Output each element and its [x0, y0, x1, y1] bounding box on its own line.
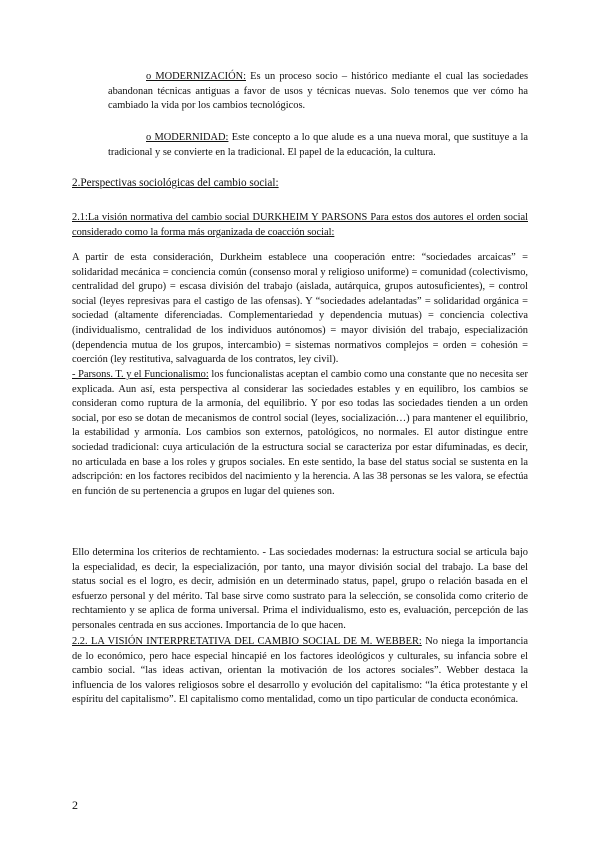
paragraph-parsons [72, 368, 528, 499]
weber-text: No niega la importancia de lo económico, pero hace especial hincapié en los factores ideológicos y culturales, su infancia sobre el cambio social. “las ideas activan, orientan la motivación de los actores sociales”. Webber destaca la influencia de los valores religiosos sobre el desarrollo y evolución del capitalismo: “la ética protestante y el espíritu del capitalismo”. El capitalismo como mentalidad, como un tipo particular de conducta económica. [72, 636, 529, 706]
page-number: 2 [72, 798, 78, 812]
paragraph-durkheim: A partir de esta consideración, Durkheim establece una cooperación entre: “sociedades arcaicas” = solidaridad mecánica = conciencia común (consenso moral y religioso uniforme) = comunidad (colectivismo, centralidad del grupo) = escasa división del trabajo (aislada, autárquica, grupos autosuficientes), = control social (leyes represivas para el castigo de las ofensas). Y “sociedades adelantadas” = solidaridad orgánica = sociedad (altamente diferenciadas. Complementariedad y dependencia mutuas) = conciencia colectiva (individualismo, centralidad de los individuos autónomos) = mayor división del trabajo, especialización (dependencia mutua de los grupos, intercambio) = sistemas normativos complejos = orden = cohesión = coerción (ley restitutiva, salvaguarda de los contratos, ley civil). [72, 252, 528, 366]
definition-text: Es un proceso socio – histórico mediante el cual las sociedades abandonan técnicas antiguas a favor de usos y técnicas nuevas. Solo tenemos que ver cómo ha cambiado la vida por los cambios tecnológicos. [108, 71, 528, 112]
parsons-lead: - Parsons. T. y el Funcionalismo: [72, 369, 209, 380]
term-modernizacion: o MODERNIZACIÓN: [146, 71, 246, 82]
subsection-heading-2-1: 2.1:La visión normativa del cambio social DURKHEIM Y PARSONS Para estos dos autores el orden social considerado como la forma más organizada de coacción social: [72, 212, 528, 238]
definition-modernizacion [108, 70, 528, 114]
definition-modernidad [108, 131, 528, 160]
parsons-text: los funcionalistas aceptan el cambio como una constante que no necesita ser explicada. Aun así, esta perspectiva al considerar las sociedades estables y en equilibro, los cambios se consideran como ruptura de la armonía, del equilibrio. Y por eso todas las sociedades tienden a un orden social, por eso se dotan de mecanismos de control social (leyes, socialización…) para mantener el equilibrio, la estabilidad y armonía. Los cambios son externos, patológicos, no normales. El autor distingue entre sociedad tradicional: cuya articulación de la estructura social se caracteriza por estar difuminadas, es decir, no articulada en base a los roles y grupos sociales. En este sentido, la base del status social se sustenta en la adscripción: en los factores recibidos del nacimiento y la herencia. A las 38 personas se les valora, se efectúa en función de su pertenencia a grupos en lugar del quienes son. [72, 369, 528, 497]
section-heading: 2.Perspectivas sociológicas del cambio social: [72, 177, 279, 189]
term-modernidad: o MODERNIDAD: [146, 132, 229, 143]
definition-text: Este concepto a lo que alude es a una nueva moral, que sustituye a la tradicional y se convierte en la tradicional. El papel de la educación, la cultura. [108, 132, 528, 158]
paragraph-modernas: Ello determina los criterios de rechtamiento. - Las sociedades modernas: la estructura social se articula bajo la especialidad, es decir, la especialización, por tanto, una mayor división social del trabajo. La base del status social es el logro, es decir, admisión en un determinado status, papel, grupo o relación basada en el esfuerzo personal y del mérito. Tal base sirve como sustrato para la selección, se consolida como criterio de rechtamiento y se aplica de forma universal. Prima el individualismo, esto es, evaluación, percepción de las personales centrada en sus acciones. Importancia de lo que hacen. [72, 547, 528, 631]
subsection-heading-2-2: 2.2. LA VISIÓN INTERPRETATIVA DEL CAMBIO SOCIAL DE M. WEBBER: [72, 636, 422, 647]
paragraph-weber [72, 635, 528, 708]
